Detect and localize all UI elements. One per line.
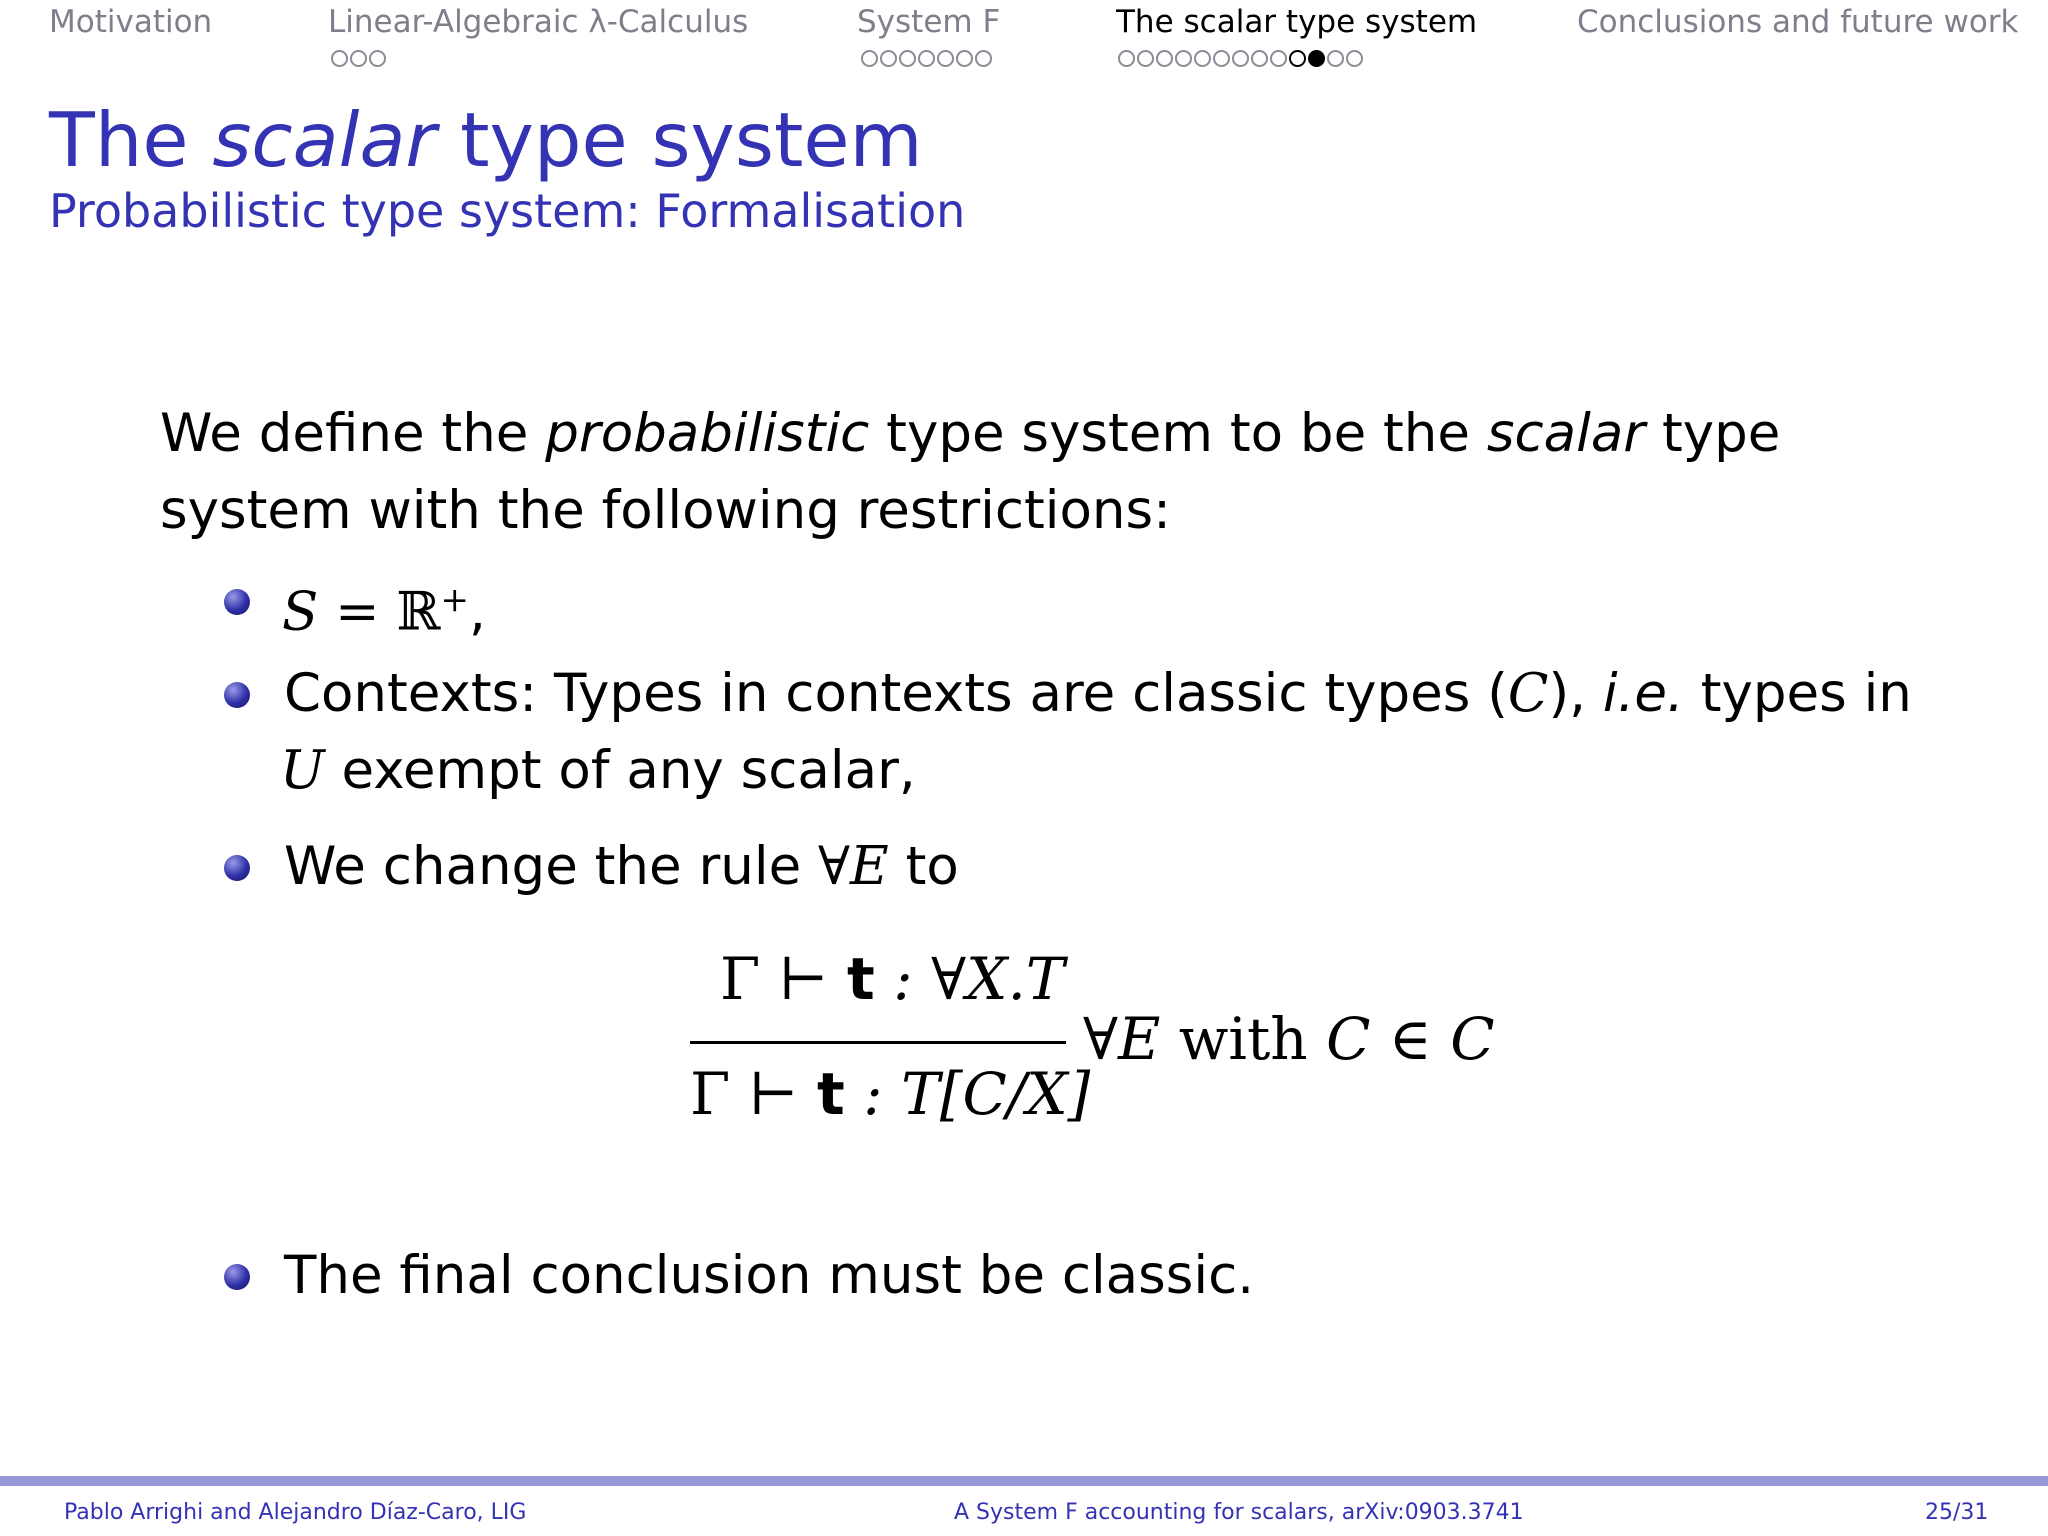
bullet-icon [224, 855, 250, 881]
nav-frame-dot[interactable] [1251, 50, 1268, 67]
change-rule-tail: to [888, 836, 959, 897]
bullet-contexts-line2 [280, 732, 916, 809]
frame-title-emph: scalar [212, 96, 437, 184]
premise-term: t [847, 945, 875, 1013]
intro-paragraph [160, 395, 1860, 549]
nav-section-motivation[interactable]: Motivation [49, 4, 213, 40]
intro-emph-probabilistic: probabilistic [545, 403, 870, 464]
nav-frame-dot[interactable] [350, 50, 367, 67]
premise-gamma: Γ ⊢ [720, 945, 847, 1013]
math-eq-reals: = ℝ [318, 581, 441, 643]
intro-text-2: type system to be the [869, 403, 1487, 464]
intro-text-3: type system with the following restrictions: [160, 403, 1781, 541]
bullet-contexts [284, 655, 1912, 732]
nav-section-scalar-type-system[interactable]: The scalar type system [1116, 4, 1478, 40]
nav-frame-dot[interactable] [1289, 50, 1306, 67]
rule-side-condition [1083, 1005, 1495, 1073]
nav-frame-dot[interactable] [880, 50, 897, 67]
nav-frame-dot[interactable] [331, 50, 348, 67]
frame-subtitle: Probabilistic type system: Formalisation [49, 184, 966, 238]
nav-section-linear-algebraic[interactable]: Linear-Algebraic λ-Calculus [328, 4, 749, 40]
math-s: S [282, 581, 319, 643]
bullet-change-rule [284, 828, 959, 905]
conclusion-term: t [817, 1060, 845, 1128]
nav-frame-dot[interactable] [937, 50, 954, 67]
math-cal-u: U [280, 740, 325, 801]
math-plus: + [440, 580, 469, 620]
bullet-scalars [282, 562, 486, 651]
frame-title-part2: type system [436, 96, 923, 184]
bullet-icon [224, 1264, 250, 1290]
nav-frame-dot[interactable] [1232, 50, 1249, 67]
intro-emph-scalar: scalar [1486, 403, 1646, 464]
frame-title [49, 96, 923, 184]
rule-premise [720, 945, 1065, 1013]
rule-name: ∀E [1083, 1005, 1161, 1073]
footer-authors: Pablo Arrighi and Alejandro Díaz-Caro, LIG [64, 1500, 527, 1525]
nav-frame-dot[interactable] [1308, 50, 1325, 67]
nav-frame-dot[interactable] [1213, 50, 1230, 67]
footer-bar [0, 1476, 2048, 1486]
conclusion-type: : T[C/X] [844, 1060, 1091, 1128]
bullet-icon [224, 682, 250, 708]
conclusion-gamma: Γ ⊢ [690, 1060, 817, 1128]
nav-frame-dot[interactable] [1175, 50, 1192, 67]
rule-forall-e: ∀E [818, 836, 889, 897]
contexts-text-4: exempt of any scalar, [324, 740, 916, 801]
nav-frame-dot[interactable] [1346, 50, 1363, 67]
contexts-ie: i.e. [1602, 663, 1684, 724]
premise-type: : ∀X.T [874, 945, 1065, 1013]
math-comma: , [468, 581, 486, 643]
footer-page-number: 25/31 [1925, 1500, 1989, 1525]
frame-title-part1: The [49, 96, 213, 184]
rule-with: with [1160, 1005, 1327, 1073]
nav-frame-dot[interactable] [899, 50, 916, 67]
nav-frame-dot[interactable] [975, 50, 992, 67]
nav-dots-system-f [861, 50, 992, 67]
nav-section-system-f[interactable]: System F [857, 4, 1001, 40]
math-cal-c: C [1507, 663, 1549, 724]
bullet-icon [224, 589, 250, 615]
nav-frame-dot[interactable] [1327, 50, 1344, 67]
nav-frame-dot[interactable] [369, 50, 386, 67]
change-rule-text: We change the rule [284, 836, 819, 897]
rule-cal-c: C [1450, 1005, 1495, 1073]
nav-section-conclusions[interactable]: Conclusions and future work [1577, 4, 2019, 40]
bullet-final-conclusion: The final conclusion must be classic. [284, 1245, 1255, 1306]
nav-frame-dot[interactable] [1137, 50, 1154, 67]
contexts-text-1: Contexts: Types in contexts are classic types ( [284, 663, 1508, 724]
intro-text-1: We define the [160, 403, 546, 464]
nav-dots-scalar-type-system [1118, 50, 1363, 67]
nav-frame-dot[interactable] [1194, 50, 1211, 67]
contexts-text-2: ), [1548, 663, 1603, 724]
rule-conclusion [690, 1060, 1090, 1128]
nav-frame-dot[interactable] [1270, 50, 1287, 67]
rule-cond: C ∈ [1326, 1005, 1451, 1073]
rule-line [690, 1041, 1066, 1044]
nav-frame-dot[interactable] [956, 50, 973, 67]
nav-frame-dot[interactable] [918, 50, 935, 67]
footer-talk-title: A System F accounting for scalars, arXiv:0903.3741 [954, 1500, 1524, 1525]
nav-dots-linear-algebraic [331, 50, 386, 67]
contexts-text-3: types in [1683, 663, 1912, 724]
nav-frame-dot[interactable] [861, 50, 878, 67]
nav-frame-dot[interactable] [1118, 50, 1135, 67]
nav-frame-dot[interactable] [1156, 50, 1173, 67]
